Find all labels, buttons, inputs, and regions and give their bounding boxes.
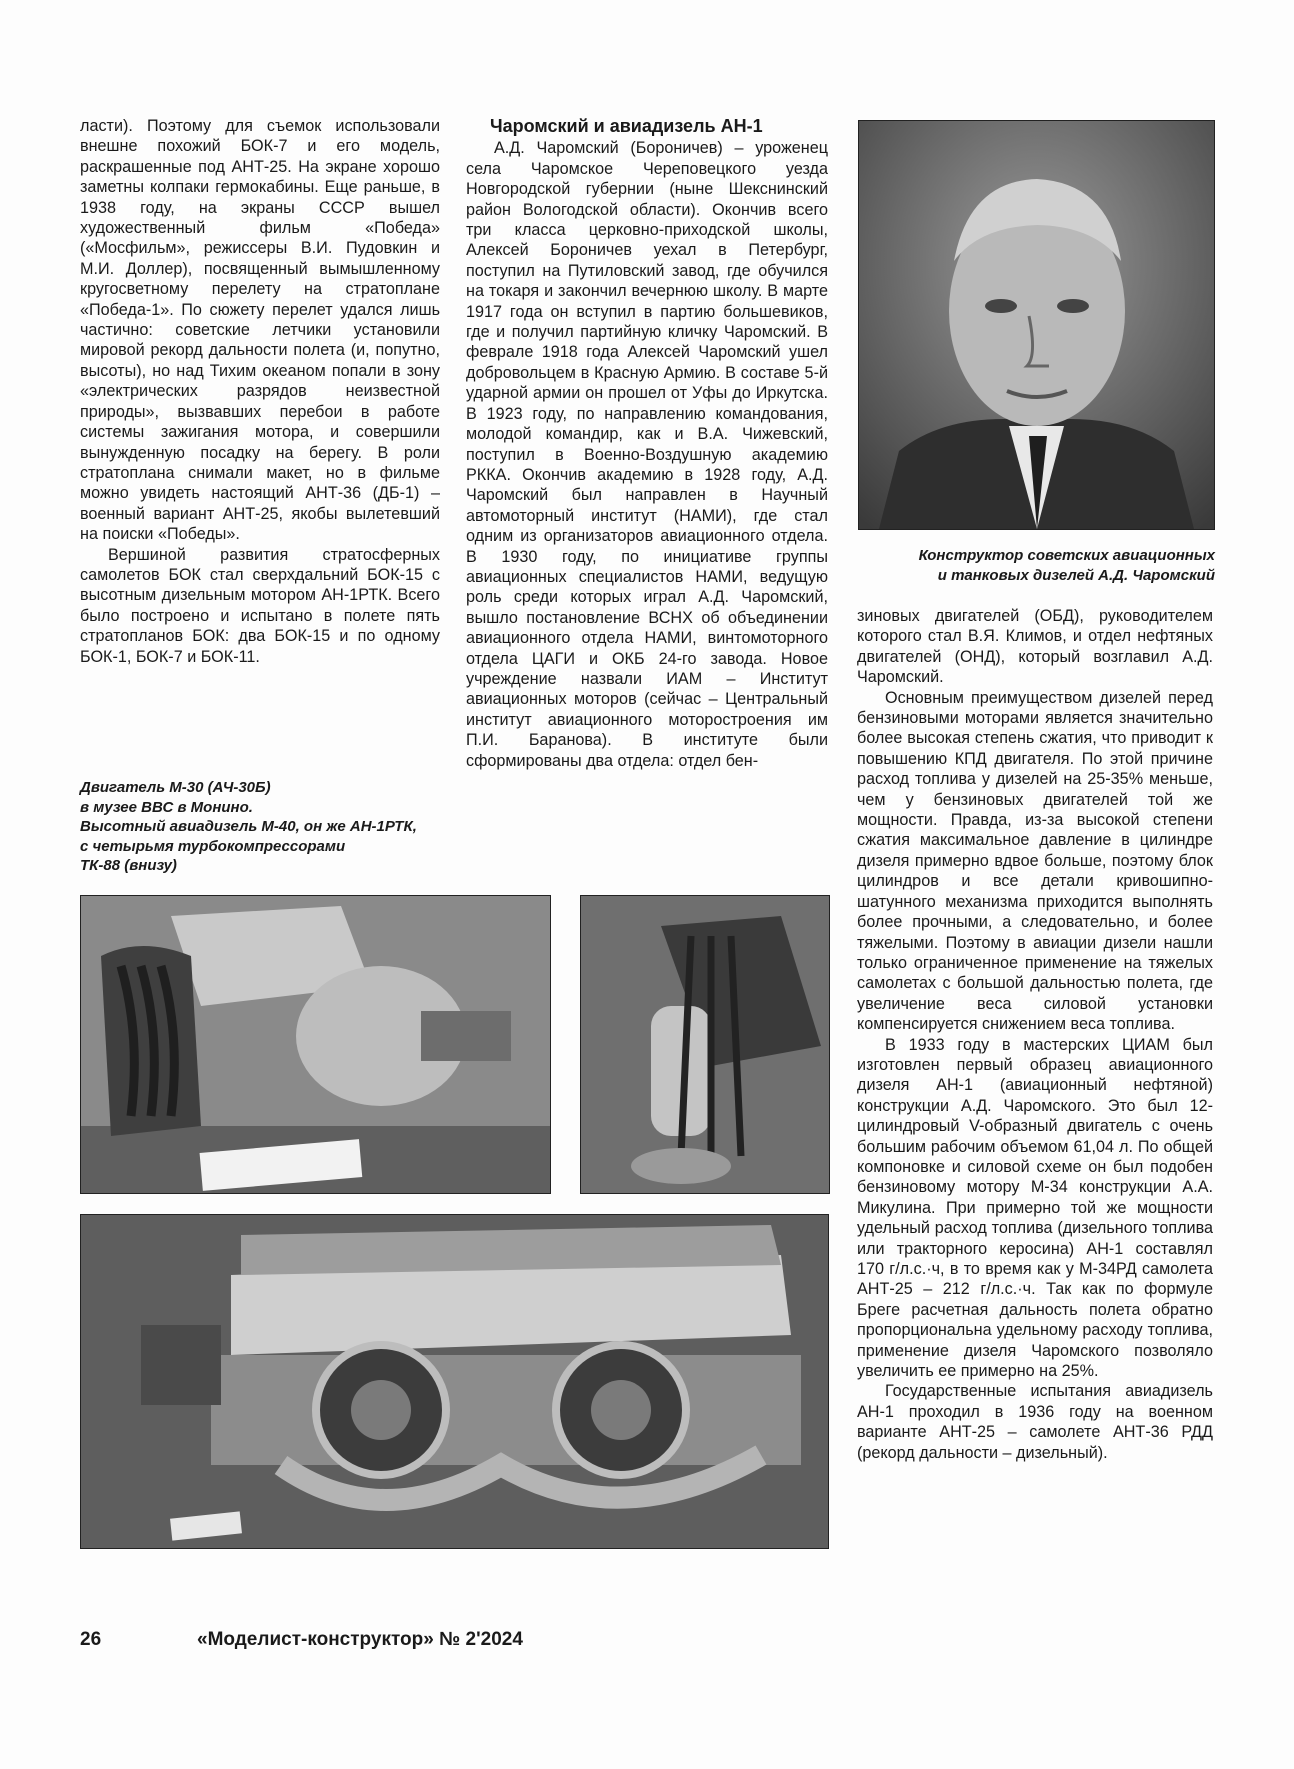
caption-line: и танковых дизелей А.Д. Чаромский [937,566,1215,584]
paragraph: А.Д. Чаромский (Бороничев) – уроженец села Чаромское Череповецкого уезда Новгородской губернии (ныне Шекснинский район Вологодской области). Окончив всего три класса церковно-приходской школы, Алексей Бороничев уехал в Петербург, поступил на Путиловский завод, где обучился на токаря и закончил вечернюю школу. В марте 1917 года он вступил в партию большевиков, где и получил партийную кличку Чаромский. В феврале 1918 года Алексей Чаромский ушел добровольцем в Красную Армию. В составе 5-й ударной армии он прошел от Уфы до Иркутска. В 1923 году, по направлению командования, молодой командир, как и В.А. Чижевский, поступил в Военно-Воздушную академию РККА. Окончив академию в 1928 году, А.Д. Чаромский был направлен в Научный автомоторный институт (НАМИ), где стал одним из организаторов авиационного отдела. В 1930 году, по инициативе группы авиационных специалистов НАМИ, ведущую роль среди которых играл А.Д. Чаромский, вышло постановление ВСНХ об объединении авиационного отдела НАМИ, винтомоторного отдела ЦАГИ и ОКБ 24-го завода. Новое учреждение назвали ИАМ – Институт авиационных моторов (сейчас – Центральный институт авиационного моторостроения им П.И. Баранова). В институте были сформированы два отдела: отдел бен- [466,139,828,770]
caption-line: Высотный авиадизель М-40, он же АН-1РТК, [80,818,417,836]
text-column-right [857,606,1213,1463]
engine-m40-illustration [81,1215,828,1548]
text-column-left [80,116,440,667]
caption-line: с четырьмя турбокомпрессорами [80,837,346,855]
paragraph: ласти). Поэтому для съемок использовали внешне похожий БОК-7 и его модель, раскрашенные под АНТ-25. На экране хорошо заметны колпаки гермокабины. Еще раньше, в 1938 году, на экраны СССР вышел художественный фильм «Победа» («Мосфильм», режиссеры В.И. Пудовкин и М.И. Доллер), посвященный вымышленному кругосветному перелету на стратоплане «Победа-1». По сюжету перелет удался лишь частично: советские летчики установили мировой рекорд дальности полета (и, попутно, высоты), но над Тихим океаном попали в зону «электрических разрядов неизвестной природы», вызвавших перебои в работе системы зажигания мотора, и совершили вынужденную посадку на берегу. В роли стратоплана снимали макет, но в фильме можно увидеть настоящий АНТ-36 (ДБ-1) – военный вариант АНТ-25, якобы вылетевший на поиски «Победы». [80,117,440,544]
page-number: 26 [80,1629,102,1650]
paragraph: В 1933 году в мастерских ЦИАМ был изготовлен первый образец авиационного дизеля АН-1 (авиационный нефтяной) конструкции А.Д. Чаромского. Это был 12-цилиндровый V-образный двигатель с очень большим рабочим объемом 61,04 л. По общей компоновке и силовой схеме он был подобен бензиновому мотору М-34 конструкции А.А. Микулина. При примерно той же мощности удельный расход топлива (дизельного топлива или тракторного керосина) АН-1 составлял 170 г/л.с.·ч, в то время как у М-34РД самолета АНТ-25 – 212 г/л.с.·ч. Так как по формуле Бреге расчетная дальность полета обратно пропорциональна удельному расходу топлива, применение дизеля Чаромского позволяло увеличить ее примерно на 25%. [857,1035,1213,1381]
portrait-photo [858,120,1215,530]
caption-line: в музее ВВС в Монино. [80,798,253,816]
engine-m30-illustration [81,896,550,1193]
magazine-title: «Моделист-конструктор» № 2'2024 [197,1629,523,1650]
caption-line: Двигатель М-30 (АЧ-30Б) [80,779,271,796]
paragraph: Государственные испытания авиадизель АН-1 проходил в 1936 году на военном варианте АНТ-25 – самолете АНТ-36 РДД (рекорд дальности – дизельный). [857,1382,1213,1462]
section-heading: Чаромский и авиадизель АН-1 [490,116,763,136]
paragraph: зиновых двигателей (ОБД), руководителем которого стал В.Я. Климов, и отдел нефтяных двигателей (ОНД), который возглавил А.Д. Чаромский. [857,607,1213,687]
portrait-illustration [859,121,1214,529]
engine-detail-illustration [581,896,829,1193]
photo-caption-engines [80,778,460,876]
engine-m30-photo [80,895,551,1194]
engine-m40-photo [80,1214,829,1549]
engine-detail-photo [580,895,830,1194]
text-column-middle [466,116,828,771]
paragraph: Основным преимуществом дизелей перед бензиновыми моторами является значительно более высокая степень сжатия, что приводит к повышению КПД двигателя. По этой причине расход топлива у дизелей на 25-35% меньше, чем у бензиновых двигателей той же мощности. Правда, из-за высокой степени сжатия максимальное давление в цилиндре дизеля примерно вдвое больше, поэтому блок цилиндров и все детали кривошипно-шатунного механизма приходится выполнять более прочными, а следовательно, и более тяжелыми. Поэтому в авиации дизели нашли только ограниченное применение на тяжелых самолетах с большой дальностью полета, где увеличение веса силовой установки компенсируется снижением веса топлива. [857,688,1213,1034]
paragraph: Вершиной развития стратосферных самолетов БОК стал сверхдальний БОК-15 с высотным дизельным мотором АН-1РТК. Всего было построено и испытано в полете пять стратопланов БОК: два БОК-15 и по одному БОК-1, БОК-7 и БОК-11. [80,545,440,666]
photo-caption-portrait [860,546,1215,585]
caption-line: Конструктор советских авиационных [918,547,1215,564]
caption-line: ТК-88 (внизу) [80,857,177,875]
